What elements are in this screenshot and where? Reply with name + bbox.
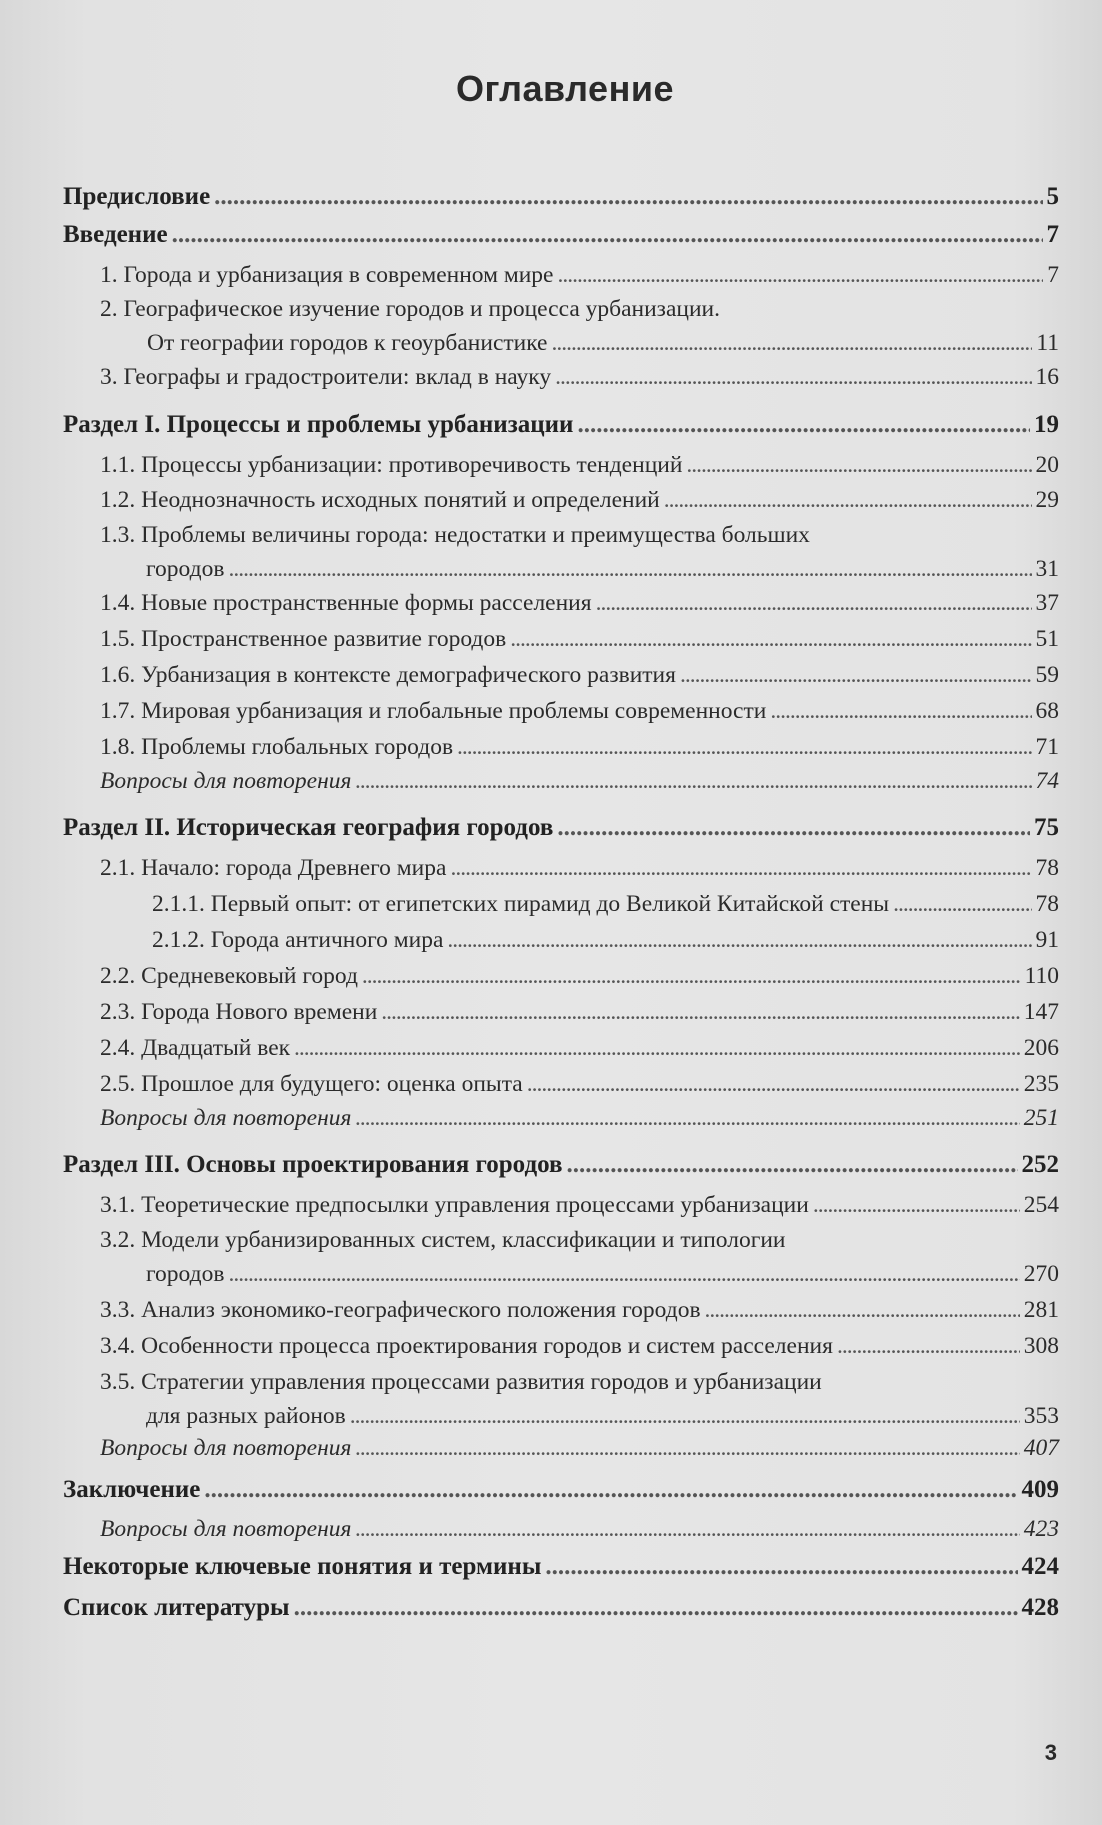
dot-leader (596, 586, 1032, 620)
toc-entry-conclusion[interactable] (63, 1471, 1059, 1509)
toc-entry-title: 3.1. Теоретические предпосылки управления процессами урбанизации (100, 1192, 809, 1218)
toc-entry-2-4[interactable] (100, 1031, 1059, 1065)
dot-leader (355, 764, 1031, 798)
toc-entry-title: 1. Города и урбанизация в современном мире (100, 262, 554, 288)
toc-entry-page: 11 (1036, 330, 1059, 356)
toc-entry-page: 78 (1035, 891, 1059, 917)
dot-leader (705, 1293, 1020, 1327)
toc-entry-preface[interactable] (63, 178, 1059, 216)
dot-leader (770, 694, 1031, 728)
toc-entry-title: 1.8. Проблемы глобальных городов (100, 734, 454, 760)
dot-leader (557, 809, 1030, 847)
dot-leader (527, 1067, 1020, 1101)
toc-entry-review-questions-2[interactable] (100, 1101, 1059, 1135)
dot-leader (450, 851, 1031, 885)
toc-entry-1-5[interactable] (100, 622, 1059, 656)
toc-entry-title-continuation: городов (146, 556, 225, 582)
toc-entry-title: 2.1.1. Первый опыт: от египетских пирамид до Великой Китайской стены (152, 891, 890, 917)
toc-entry-page: 423 (1023, 1516, 1059, 1542)
dot-leader (557, 258, 1043, 292)
toc-entry-3-2[interactable] (100, 1223, 1059, 1291)
toc-entry-title: 1.5. Пространственное развитие городов (100, 626, 507, 652)
dot-leader (457, 730, 1031, 764)
toc-entry-title: 2.4. Двадцатый век (100, 1035, 291, 1061)
toc-entry-title: 1.6. Урбанизация в контексте демографического развития (100, 662, 676, 688)
toc-entry-title: 2.1. Начало: города Древнего мира (100, 855, 447, 881)
toc-entry-title: Заключение (63, 1476, 201, 1503)
toc-entry-2-3[interactable] (100, 995, 1059, 1029)
toc-entry-title: 1.3. Проблемы величины города: недостатки и преимущества больших (100, 522, 810, 548)
dot-leader (510, 622, 1031, 656)
toc-entry-page: 407 (1023, 1435, 1059, 1461)
toc-entry-page: 147 (1023, 999, 1059, 1025)
toc-entry-title: 2. Географическое изучение городов и процесса урбанизации. (100, 296, 720, 322)
toc-entry-page: 251 (1023, 1105, 1059, 1131)
toc-entry-title-continuation: городов (146, 1261, 225, 1287)
toc-entry-title: 1.4. Новые пространственные формы расселения (100, 590, 592, 616)
toc-entry-page: 270 (1023, 1261, 1059, 1287)
toc-entry-page: 110 (1024, 963, 1059, 989)
toc-entry-bibliography[interactable] (63, 1589, 1059, 1627)
dot-leader (680, 658, 1032, 692)
dot-leader (355, 1431, 1019, 1465)
dot-leader (228, 1257, 1019, 1291)
dot-leader (577, 406, 1030, 444)
toc-entry-title: Вопросы для повторения (100, 1516, 352, 1542)
toc-entry-page: 29 (1035, 487, 1059, 513)
toc-entry-page: 7 (1046, 221, 1059, 248)
toc-entry-intro-2[interactable] (100, 292, 1059, 360)
toc-entry-title: Список литературы (63, 1594, 290, 1621)
toc-entry-page: 68 (1035, 698, 1059, 724)
toc-entry-title: Предисловие (63, 183, 211, 210)
toc-entry-page: 20 (1035, 452, 1059, 478)
dot-leader (294, 1031, 1020, 1065)
toc-entry-page: 78 (1035, 855, 1059, 881)
toc-entry-title-continuation: для разных районов (146, 1403, 346, 1429)
toc-entry-title: 3. Географы и градостроители: вклад в науку (100, 364, 552, 390)
toc-entry-page: 19 (1034, 411, 1059, 438)
toc-entry-title: Вопросы для повторения (100, 1435, 352, 1461)
toc-entry-title: Раздел III. Основы проектирования городов (63, 1151, 563, 1178)
toc-entry-page: 428 (1021, 1594, 1059, 1621)
toc-entry-page: 5 (1046, 183, 1059, 210)
toc-entry-3-4[interactable] (100, 1329, 1059, 1363)
toc-entry-page: 206 (1023, 1035, 1059, 1061)
toc-entry-1-4[interactable] (100, 586, 1059, 620)
dot-leader (686, 448, 1031, 482)
toc-entry-review-questions-4[interactable] (100, 1512, 1059, 1546)
toc-entry-title: Некоторые ключевые понятия и термины (63, 1553, 542, 1580)
toc-entry-page: 254 (1023, 1192, 1059, 1218)
toc-entry-page: 37 (1035, 590, 1059, 616)
toc-entry-key-terms[interactable] (63, 1548, 1059, 1586)
toc-entry-2-5[interactable] (100, 1067, 1059, 1101)
toc-entry-introduction[interactable] (63, 216, 1059, 254)
toc-entry-title: 1.7. Мировая урбанизация и глобальные проблемы современности (100, 698, 767, 724)
toc-entry-title: 2.5. Прошлое для будущего: оценка опыта (100, 1071, 523, 1097)
toc-entry-section-3[interactable] (63, 1146, 1059, 1184)
toc-entry-title: 1.2. Неоднозначность исходных понятий и определений (100, 487, 660, 513)
toc-entry-title: 3.3. Анализ экономико-географического положения городов (100, 1297, 701, 1323)
toc-entry-title: 3.4. Особенности процесса проектирования городов и систем расселения (100, 1333, 833, 1359)
toc-entry-3-1[interactable] (100, 1188, 1059, 1222)
toc-entry-title: Раздел II. Историческая география городов (63, 814, 554, 841)
toc-entry-section-2[interactable] (63, 809, 1059, 847)
toc-entry-2-2[interactable] (100, 959, 1059, 993)
toc-entry-title: 2.2. Средневековый город (100, 963, 358, 989)
dot-leader (204, 1471, 1017, 1509)
toc-entry-page: 74 (1035, 768, 1059, 794)
toc-entry-page: 308 (1023, 1333, 1059, 1359)
dot-leader (172, 216, 1043, 254)
dot-leader (447, 923, 1031, 957)
toc-entry-title: 1.1. Процессы урбанизации: противоречивость тенденций (100, 452, 683, 478)
dot-leader (545, 1548, 1017, 1586)
toc-entry-title: 3.5. Стратегии управления процессами развития городов и урбанизации (100, 1369, 822, 1395)
toc-entry-title: 3.2. Модели урбанизированных систем, классификации и типологии (100, 1227, 786, 1253)
toc-entry-title: 2.1.2. Города античного мира (152, 927, 444, 953)
toc-entry-1-6[interactable] (100, 658, 1059, 692)
toc-entry-intro-3[interactable] (100, 360, 1059, 394)
toc-entry-review-questions-1[interactable] (100, 764, 1059, 798)
toc-entry-title-continuation: От географии городов к геоурбанистике (147, 330, 548, 356)
toc-entry-review-questions-3[interactable] (100, 1431, 1059, 1465)
toc-entry-1-3[interactable] (100, 518, 1059, 586)
toc-entry-page: 91 (1035, 927, 1059, 953)
toc-entry-page: 51 (1035, 626, 1059, 652)
toc-entry-2-1-2[interactable] (152, 923, 1059, 957)
toc-entry-page: 59 (1035, 662, 1059, 688)
dot-leader (837, 1329, 1020, 1363)
toc-entry-title: Введение (63, 221, 168, 248)
toc-entry-page: 16 (1035, 364, 1059, 390)
toc-entry-1-7[interactable] (100, 694, 1059, 728)
toc-entry-title: 2.3. Города Нового времени (100, 999, 378, 1025)
dot-leader (294, 1589, 1018, 1627)
dot-leader (355, 1512, 1019, 1546)
toc-entry-1-1[interactable] (100, 448, 1059, 482)
toc-entry-1-2[interactable] (100, 483, 1059, 517)
dot-leader (350, 1399, 1020, 1433)
dot-leader (664, 483, 1032, 517)
dot-leader (381, 995, 1019, 1029)
page-number: 3 (1044, 1740, 1057, 1765)
toc-entry-title: Вопросы для повторения (100, 768, 352, 794)
toc-entry-page: 252 (1021, 1151, 1059, 1178)
dot-leader (355, 1101, 1019, 1135)
toc-entry-page: 71 (1035, 734, 1059, 760)
toc-entry-page: 31 (1035, 556, 1059, 582)
dot-leader (552, 326, 1033, 360)
toc-entry-page: 353 (1023, 1403, 1059, 1429)
toc-entry-page: 7 (1047, 262, 1059, 288)
toc-entry-title: Вопросы для повторения (100, 1105, 352, 1131)
toc-entry-3-5[interactable] (100, 1365, 1059, 1433)
dot-leader (813, 1188, 1020, 1222)
dot-leader (228, 552, 1031, 586)
dot-leader (214, 178, 1042, 216)
toc-entry-page: 235 (1023, 1071, 1059, 1097)
toc-entry-section-1[interactable] (63, 406, 1059, 444)
toc-entry-title: Раздел I. Процессы и проблемы урбанизации (63, 411, 574, 438)
dot-leader (555, 360, 1031, 394)
toc-entry-intro-1[interactable] (100, 258, 1059, 292)
toc-entry-page: 75 (1034, 814, 1059, 841)
toc-entry-page: 409 (1021, 1476, 1059, 1503)
dot-leader (566, 1146, 1017, 1184)
dot-leader (362, 959, 1021, 993)
page-title: Оглавление (456, 68, 674, 109)
toc-entry-page: 281 (1023, 1297, 1059, 1323)
toc-entry-page: 424 (1021, 1553, 1059, 1580)
toc-entry-3-3[interactable] (100, 1293, 1059, 1327)
dot-leader (893, 887, 1031, 921)
toc-entry-2-1[interactable] (100, 851, 1059, 885)
toc-entry-2-1-1[interactable] (152, 887, 1059, 921)
toc-entry-1-8[interactable] (100, 730, 1059, 764)
